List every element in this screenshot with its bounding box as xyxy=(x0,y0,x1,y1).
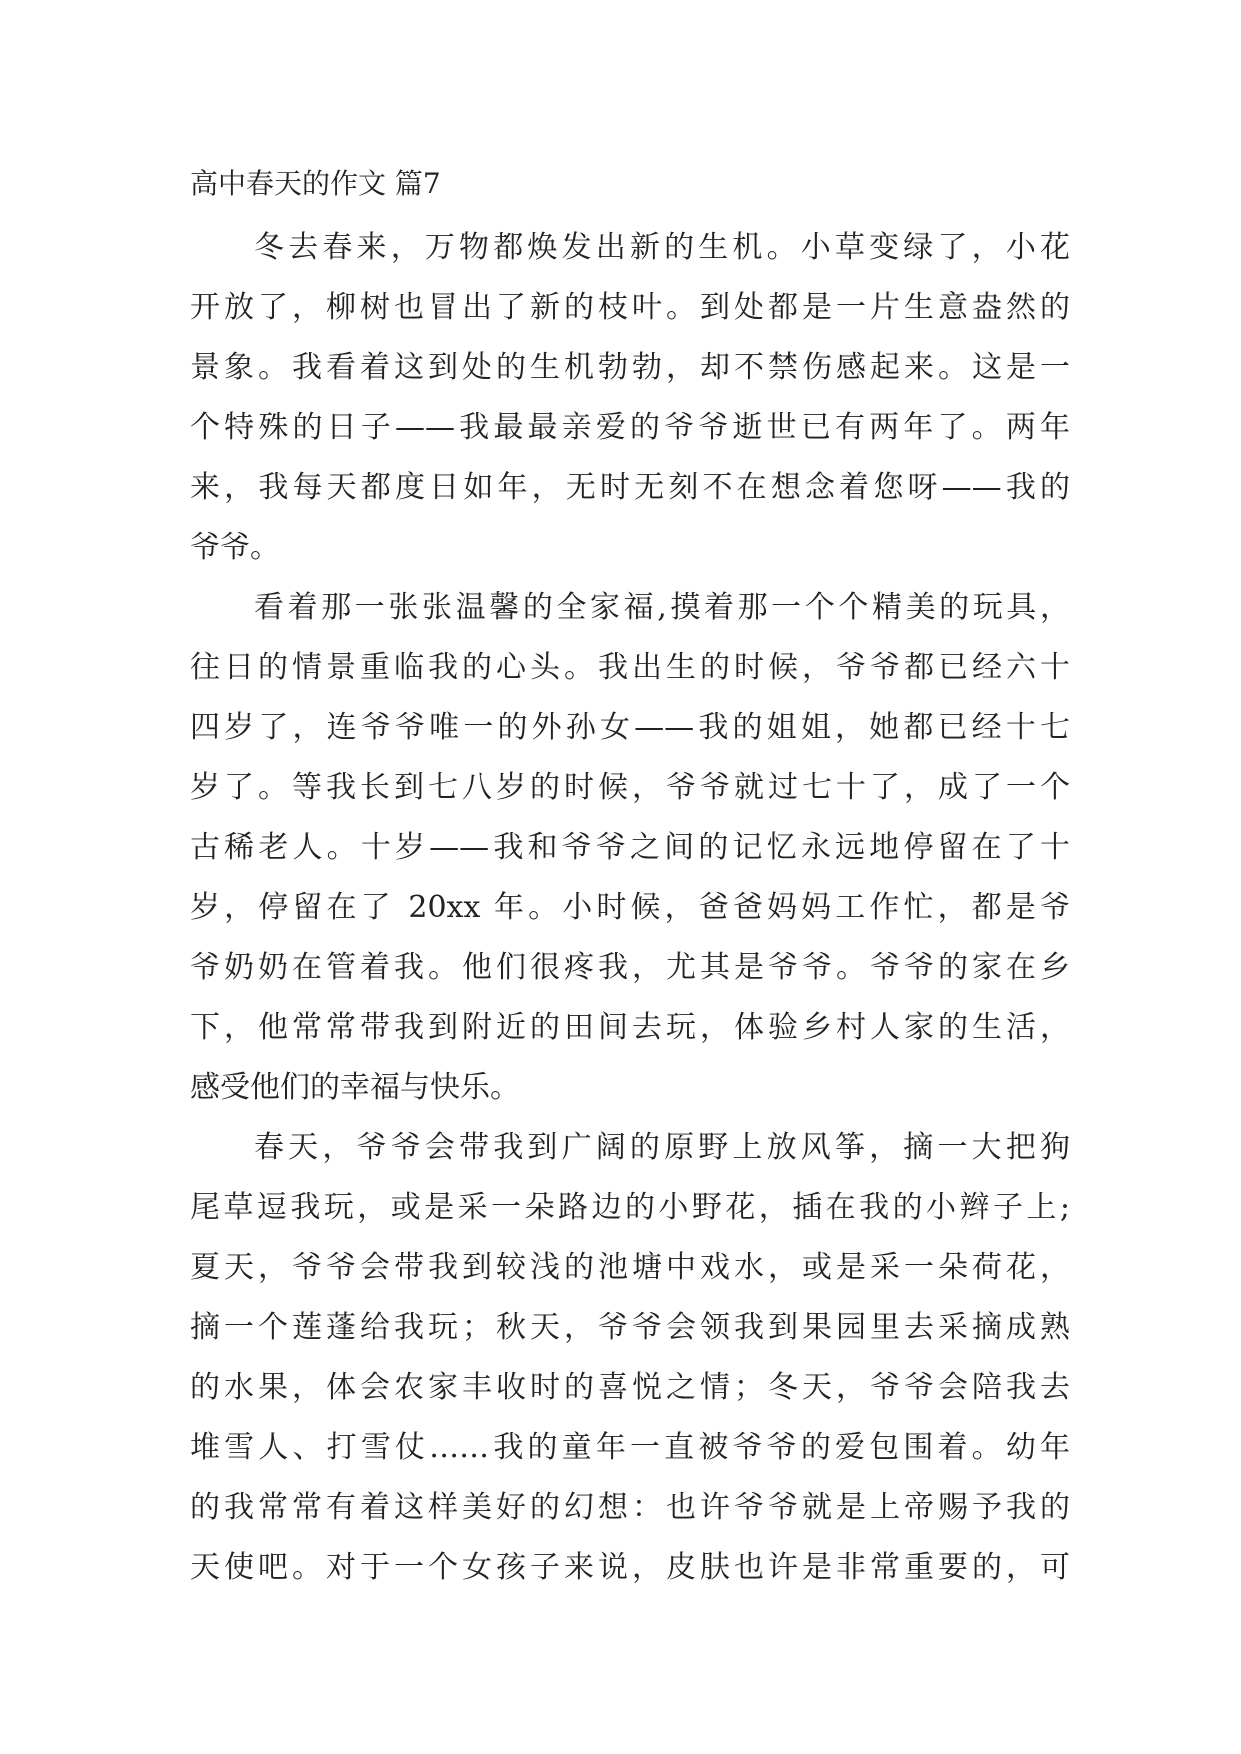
text-line: 夏天，爷爷会带我到较浅的池塘中戏水，或是采一朵荷花， xyxy=(190,1250,1070,1285)
text-line: 春天，爷爷会带我到广阔的原野上放风筝，摘一大把狗 xyxy=(254,1130,1070,1165)
text-line: 看着那一张张温馨的全家福,摸着那一个个精美的玩具， xyxy=(254,590,1070,625)
text-line: 四岁了，连爷爷唯一的外孙女——我的姐姐，她都已经十七 xyxy=(190,710,1070,745)
text-line: 下，他常常带我到附近的田间去玩，体验乡村人家的生活， xyxy=(190,1010,1070,1045)
text-line: 岁了。等我长到七八岁的时候，爷爷就过七十了，成了一个 xyxy=(190,770,1070,805)
paragraph-2 xyxy=(190,578,1070,1118)
text-line: 爷爷。 xyxy=(190,530,280,565)
text-line: 冬去春来，万物都焕发出新的生机。小草变绿了，小花 xyxy=(254,230,1070,265)
document-body xyxy=(190,218,1070,1598)
text-line: 古稀老人。十岁——我和爷爷之间的记忆永远地停留在了十 xyxy=(190,830,1070,865)
document-title: 高中春天的作文 篇7 xyxy=(190,167,441,200)
text-line: 景象。我看着这到处的生机勃勃，却不禁伤感起来。这是一 xyxy=(190,350,1070,385)
text-line: 的我常常有着这样美好的幻想：也许爷爷就是上帝赐予我的 xyxy=(190,1490,1070,1525)
text-line: 摘一个莲蓬给我玩；秋天，爷爷会领我到果园里去采摘成熟 xyxy=(190,1310,1070,1345)
text-line: 堆雪人、打雪仗……我的童年一直被爷爷的爱包围着。幼年 xyxy=(190,1430,1070,1465)
text-line: 天使吧。对于一个女孩子来说，皮肤也许是非常重要的，可 xyxy=(190,1550,1070,1585)
text-line: 爷奶奶在管着我。他们很疼我，尤其是爷爷。爷爷的家在乡 xyxy=(190,950,1070,985)
text-line: 岁，停留在了 20xx 年。小时候，爸爸妈妈工作忙，都是爷 xyxy=(190,890,1070,925)
text-line: 感受他们的幸福与快乐。 xyxy=(190,1070,520,1105)
text-line: 来，我每天都度日如年，无时无刻不在想念着您呀——我的 xyxy=(190,470,1070,505)
text-line: 个特殊的日子——我最最亲爱的爷爷逝世已有两年了。两年 xyxy=(190,410,1070,445)
paragraph-1 xyxy=(190,218,1070,578)
text-line: 的水果，体会农家丰收时的喜悦之情；冬天，爷爷会陪我去 xyxy=(190,1370,1070,1405)
paragraph-3 xyxy=(190,1118,1070,1598)
text-line: 开放了，柳树也冒出了新的枝叶。到处都是一片生意盎然的 xyxy=(190,290,1070,325)
text-line: 尾草逗我玩，或是采一朵路边的小野花，插在我的小辫子上; xyxy=(190,1190,1070,1225)
text-line: 往日的情景重临我的心头。我出生的时候，爷爷都已经六十 xyxy=(190,650,1070,685)
